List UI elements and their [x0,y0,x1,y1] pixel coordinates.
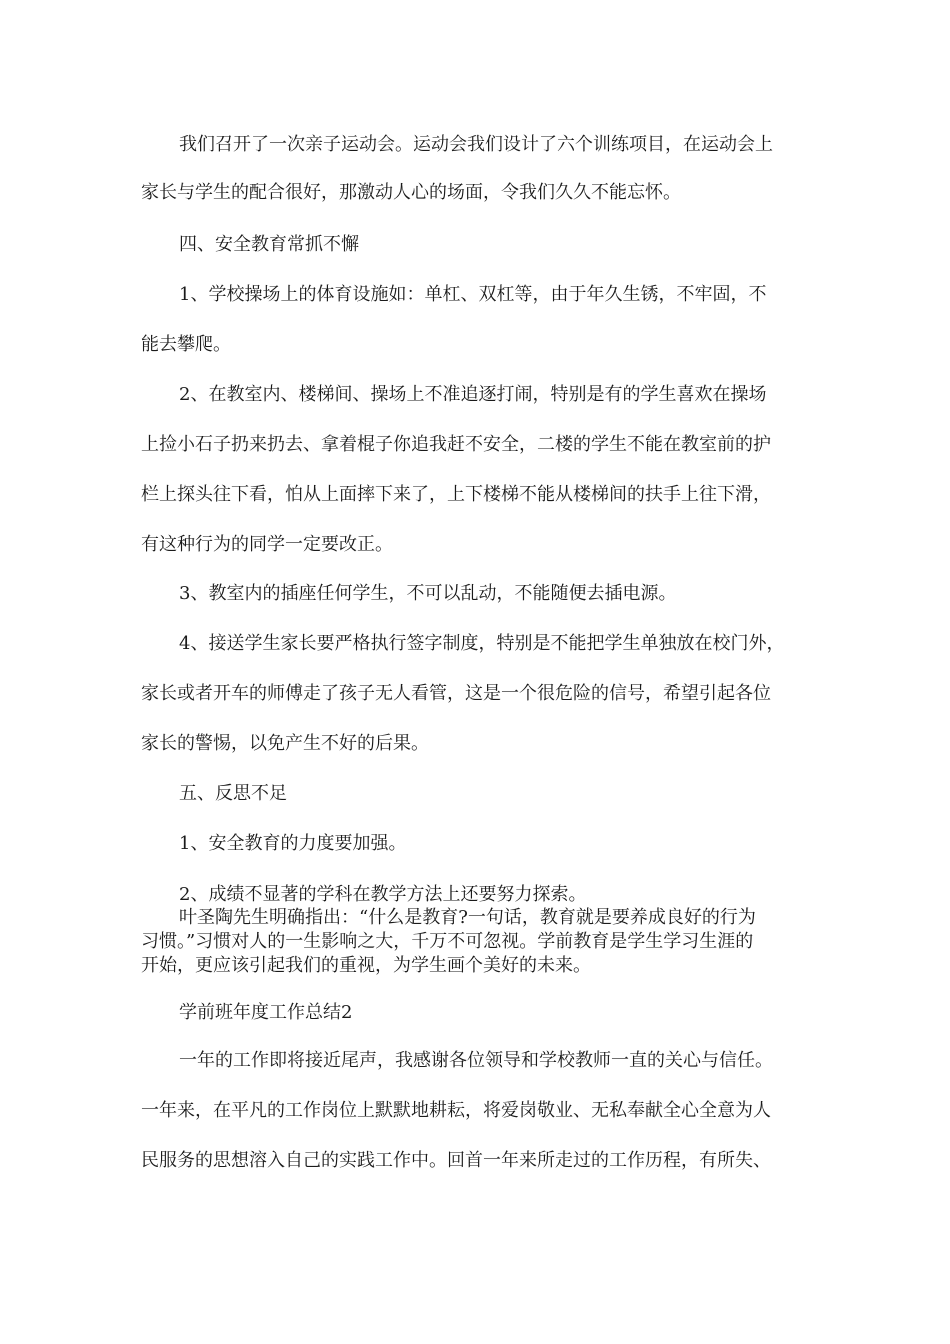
paragraph-line: 4、接送学生家长要严格执行签字制度，特别是不能把学生单独放在校门外， [179,633,785,654]
section-heading: 五、反思不足 [179,783,287,804]
paragraph-line: 家长与学生的配合很好，那激动人心的场面，令我们久久不能忘怀。 [141,182,681,203]
section-heading: 四、安全教育常抓不懈 [179,234,359,255]
paragraph-line: 2、在教室内、楼梯间、操场上不准追逐打闹，特别是有的学生喜欢在操场 [179,384,767,405]
paragraph-line: 一年来，在平凡的工作岗位上默默地耕耘，将爱岗敬业、无私奉献全心全意为人 [141,1100,771,1121]
quote-line: 开始，更应该引起我们的重视，为学生画个美好的未来。 [141,955,591,976]
quote-line: 叶圣陶先生明确指出：“什么是教育?一句话，教育就是要养成良好的行为 [179,907,756,928]
paragraph-line: 能去攀爬。 [141,334,231,355]
paragraph-line: 3、教室内的插座任何学生，不可以乱动，不能随便去插电源。 [179,583,677,604]
paragraph-line: 家长或者开车的师傅走了孩子无人看管，这是一个很危险的信号，希望引起各位 [141,683,771,704]
paragraph-line: 上捡小石子扔来扔去、拿着棍子你追我赶不安全，二楼的学生不能在教室前的护 [141,434,771,455]
paragraph-line: 我们召开了一次亲子运动会。运动会我们设计了六个训练项目，在运动会上 [179,134,773,155]
paragraph-line: 一年的工作即将接近尾声，我感谢各位领导和学校教师一直的关心与信任。 [179,1050,773,1071]
quote-line: 习惯。”习惯对人的一生影响之大，千万不可忽视。学前教育是学生学习生涯的 [141,931,754,952]
section-title: 学前班年度工作总结2 [179,1002,353,1023]
paragraph-line: 1、学校操场上的体育设施如：单杠、双杠等，由于年久生锈，不牢固，不 [179,284,767,305]
paragraph-line: 1、安全教育的力度要加强。 [179,833,407,854]
paragraph-line: 民服务的思想溶入自己的实践工作中。回首一年来所走过的工作历程，有所失、 [141,1150,771,1171]
paragraph-line: 家长的警惕，以免产生不好的后果。 [141,733,429,754]
paragraph-line: 有这种行为的同学一定要改正。 [141,534,393,555]
paragraph-line: 2、成绩不显著的学科在教学方法上还要努力探索。 [179,884,587,905]
paragraph-line: 栏上探头往下看，怕从上面摔下来了，上下楼梯不能从楼梯间的扶手上往下滑， [141,484,771,505]
